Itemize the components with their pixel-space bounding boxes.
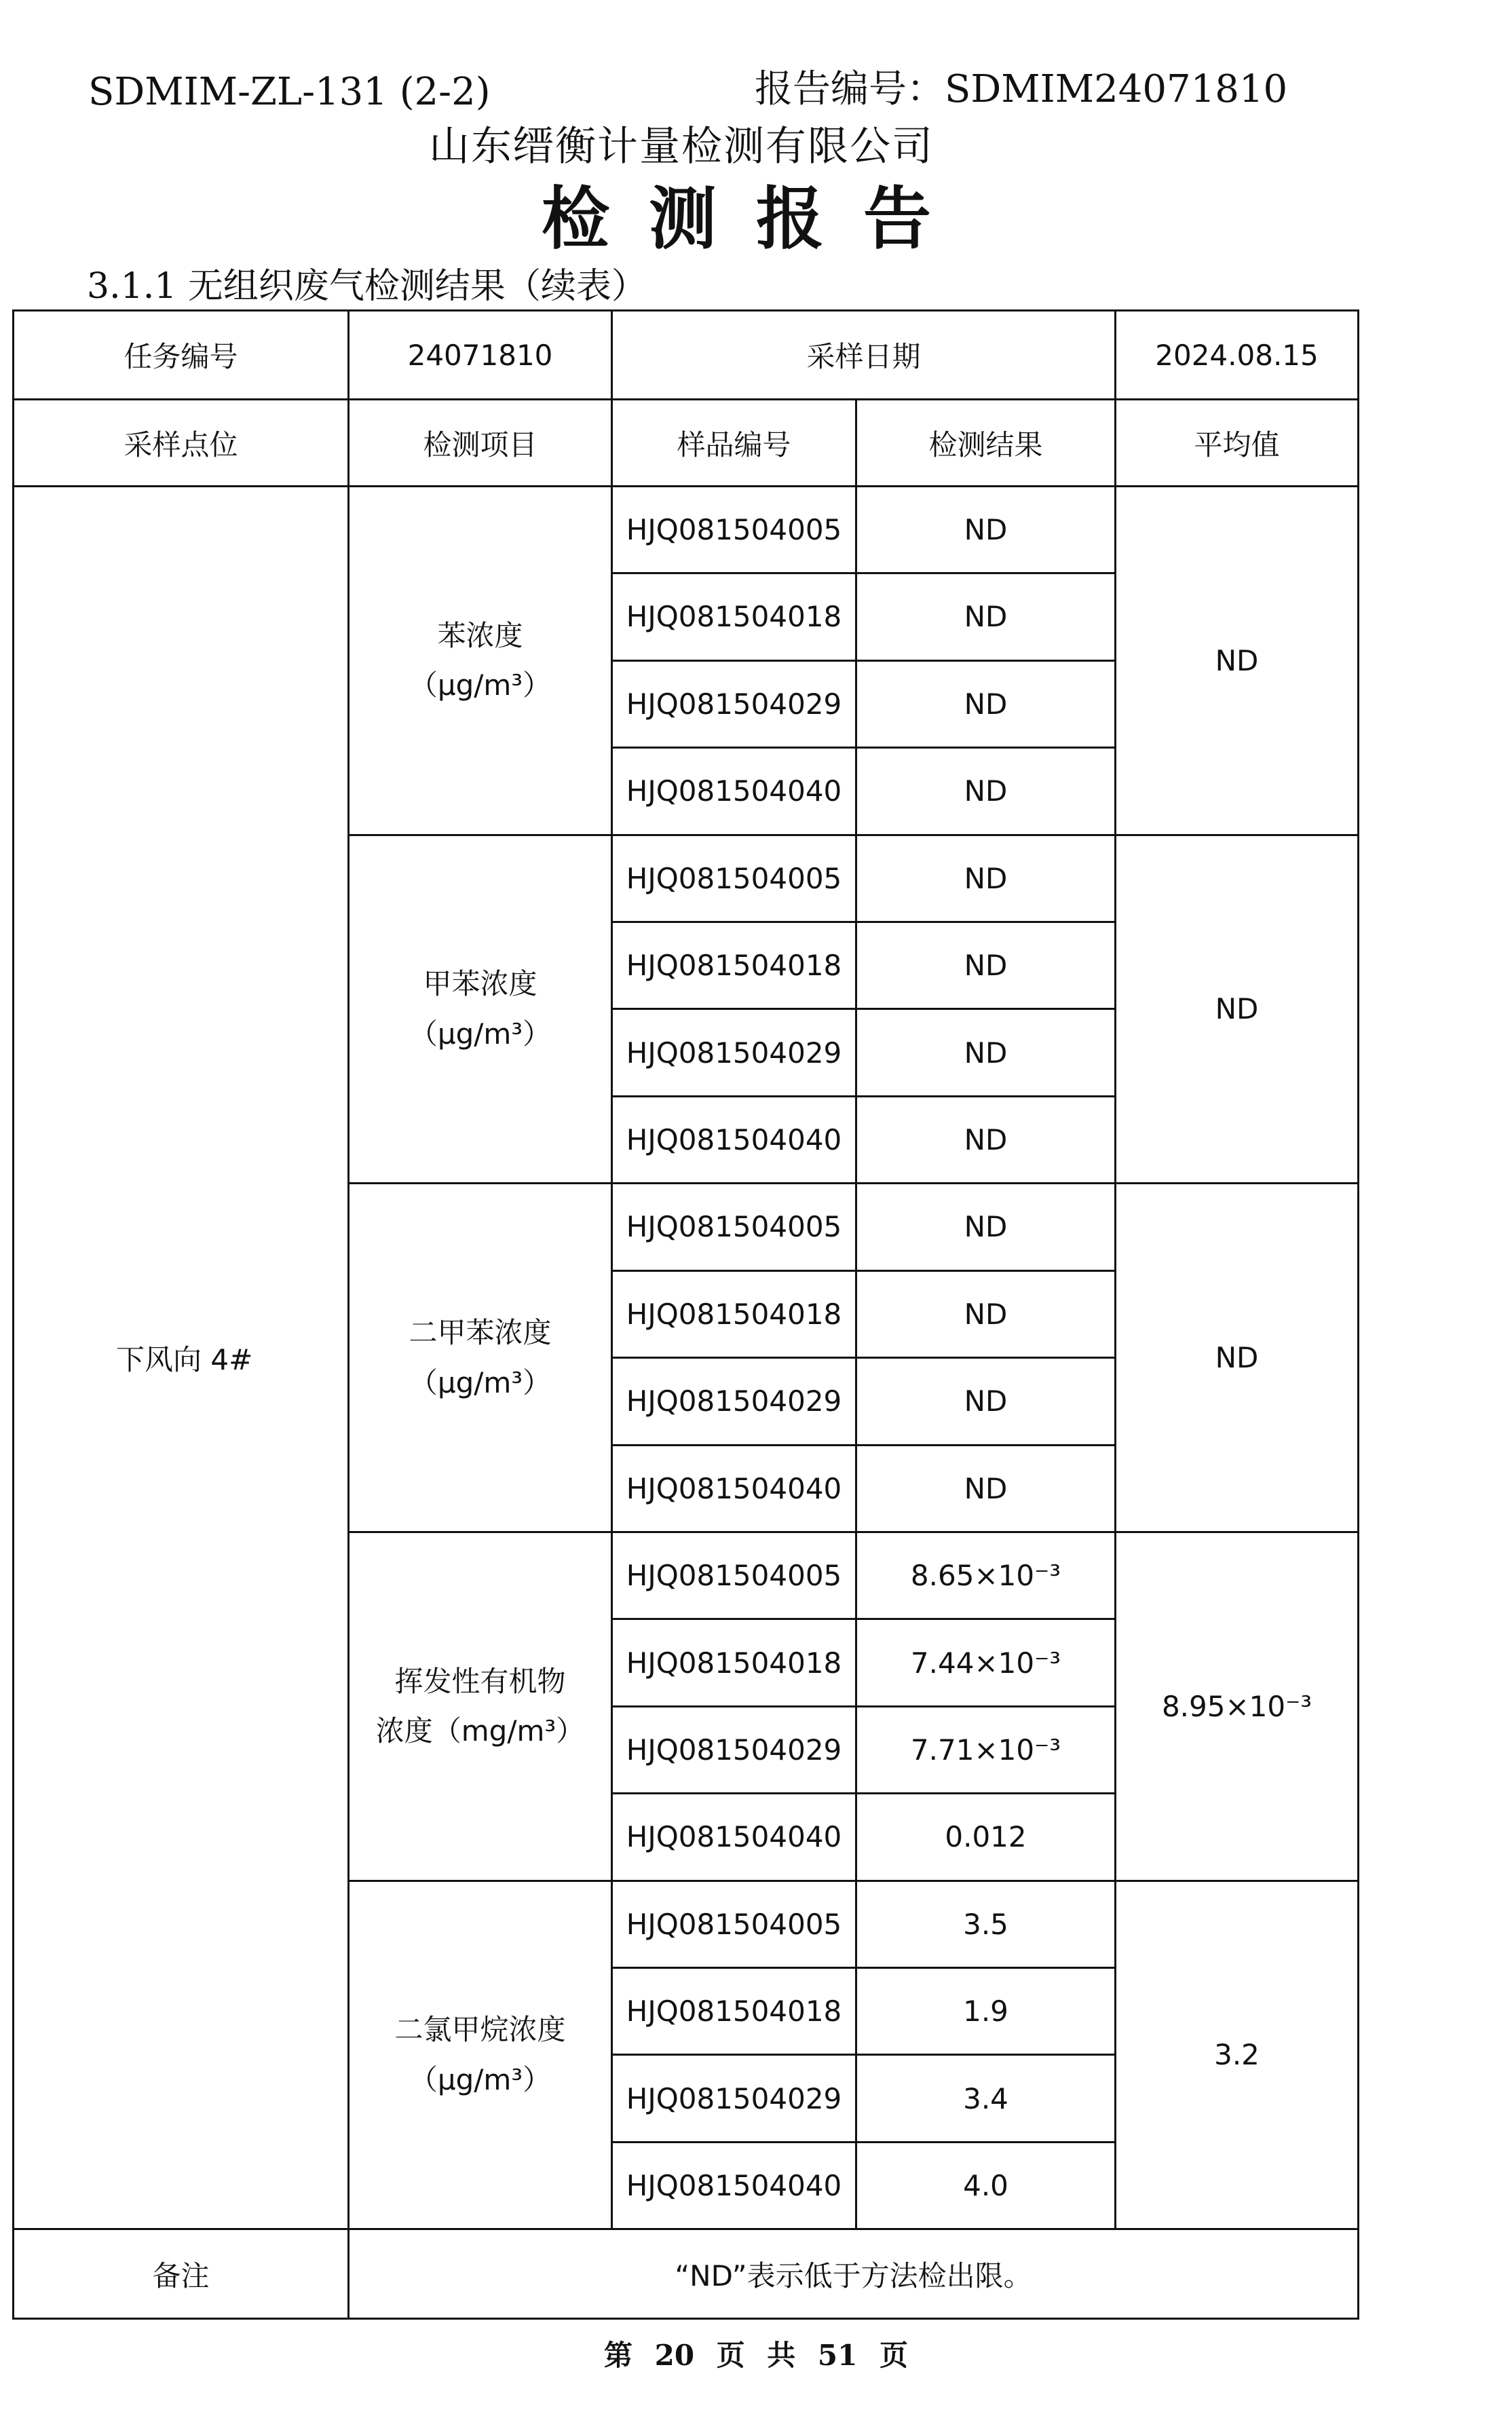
test-item-name-line1: 甲苯浓度 (423, 967, 537, 1001)
sample-id: HJQ081504018 (612, 573, 856, 660)
col-average: 平均值 (1116, 400, 1359, 486)
test-result: ND (856, 1270, 1116, 1357)
test-result: ND (856, 922, 1116, 1008)
test-result: 7.44×10⁻³ (856, 1619, 1116, 1706)
sample-id: HJQ081504018 (612, 922, 856, 1008)
sample-date-value: 2024.08.15 (1116, 311, 1359, 400)
sample-id: HJQ081504005 (612, 486, 856, 573)
remark-row (14, 2229, 1359, 2319)
section-title: 3.1.1 无组织废气检测结果（续表） (87, 266, 647, 307)
col-item: 检测项目 (349, 400, 612, 486)
sample-id: HJQ081504029 (612, 2055, 856, 2142)
test-result: ND (856, 1184, 1116, 1270)
sample-id: HJQ081504040 (612, 1794, 856, 1881)
average-value: 8.95×10⁻³ (1116, 1532, 1359, 1881)
report-number-value: SDMIM24071810 (945, 67, 1288, 111)
test-result: 3.5 (856, 1881, 1116, 1967)
test-result: 1.9 (856, 1968, 1116, 2055)
col-location: 采样点位 (14, 400, 349, 486)
test-result: ND (856, 1445, 1116, 1532)
test-result: ND (856, 835, 1116, 922)
test-result: 4.0 (856, 2142, 1116, 2229)
meta-row (14, 311, 1359, 400)
report-number (755, 67, 1288, 111)
test-item-name-line1: 二甲苯浓度 (409, 1316, 552, 1350)
test-result: ND (856, 1358, 1116, 1445)
sample-id: HJQ081504018 (612, 1968, 856, 2055)
report-number-label: 报告编号： (755, 67, 945, 111)
sample-id: HJQ081504040 (612, 1445, 856, 1532)
col-result: 检测结果 (856, 400, 1116, 486)
sample-id: HJQ081504018 (612, 1270, 856, 1357)
sample-id: HJQ081504029 (612, 1706, 856, 1793)
sample-id: HJQ081504005 (612, 1184, 856, 1270)
remark-label: 备注 (14, 2229, 349, 2319)
task-no-label: 任务编号 (14, 311, 349, 400)
test-item-name-line2: 浓度（mg/m³） (375, 1714, 585, 1748)
test-item-name (349, 1532, 612, 1881)
remark-text: “ND”表示低于方法检出限。 (349, 2229, 1359, 2319)
test-item-name-line2: （μg/m³） (409, 1017, 552, 1051)
report-title: 检测报告 (542, 178, 970, 259)
average-value: ND (1116, 835, 1359, 1184)
test-item-name (349, 486, 612, 835)
test-item-name-line2: （μg/m³） (409, 1365, 552, 1399)
average-value: ND (1116, 1184, 1359, 1532)
test-item-name-line2: （μg/m³） (409, 2062, 552, 2096)
test-item-name (349, 835, 612, 1184)
table-row (14, 486, 1359, 573)
sample-id: HJQ081504029 (612, 660, 856, 747)
test-result: ND (856, 573, 1116, 660)
sample-id: HJQ081504018 (612, 1619, 856, 1706)
test-item-name (349, 1184, 612, 1532)
test-item-name-line1: 苯浓度 (437, 618, 523, 652)
doc-code: SDMIM-ZL-131 (2-2) (88, 70, 491, 114)
sample-date-label: 采样日期 (612, 311, 1116, 400)
average-value: ND (1116, 486, 1359, 835)
sample-id: HJQ081504005 (612, 1532, 856, 1619)
test-result: 0.012 (856, 1794, 1116, 1881)
test-item-name (349, 1881, 612, 2229)
average-value: 3.2 (1116, 1881, 1359, 2229)
sampling-location: 下风向 4# (14, 486, 349, 2229)
sample-id: HJQ081504040 (612, 2142, 856, 2229)
sample-id: HJQ081504040 (612, 748, 856, 835)
test-item-name-line1: 挥发性有机物 (394, 1664, 566, 1698)
test-item-name-line1: 二氯甲烷浓度 (394, 2013, 566, 2047)
column-header-row (14, 400, 1359, 486)
test-result: ND (856, 1009, 1116, 1096)
test-result: 3.4 (856, 2055, 1116, 2142)
company-name: 山东缙衡计量检测有限公司 (429, 123, 934, 170)
sample-id: HJQ081504040 (612, 1096, 856, 1183)
task-no-value: 24071810 (349, 311, 612, 400)
page-footer: 第 20 页 共 51 页 (603, 2339, 908, 2372)
sample-id: HJQ081504005 (612, 835, 856, 922)
test-result: 7.71×10⁻³ (856, 1706, 1116, 1793)
test-result: ND (856, 1096, 1116, 1183)
results-table (12, 309, 1359, 2320)
test-result: 8.65×10⁻³ (856, 1532, 1116, 1619)
test-result: ND (856, 660, 1116, 747)
test-result: ND (856, 748, 1116, 835)
test-result: ND (856, 486, 1116, 573)
sample-id: HJQ081504029 (612, 1358, 856, 1445)
sample-id: HJQ081504029 (612, 1009, 856, 1096)
sample-id: HJQ081504005 (612, 1881, 856, 1967)
col-sample-id: 样品编号 (612, 400, 856, 486)
test-item-name-line2: （μg/m³） (409, 668, 552, 702)
